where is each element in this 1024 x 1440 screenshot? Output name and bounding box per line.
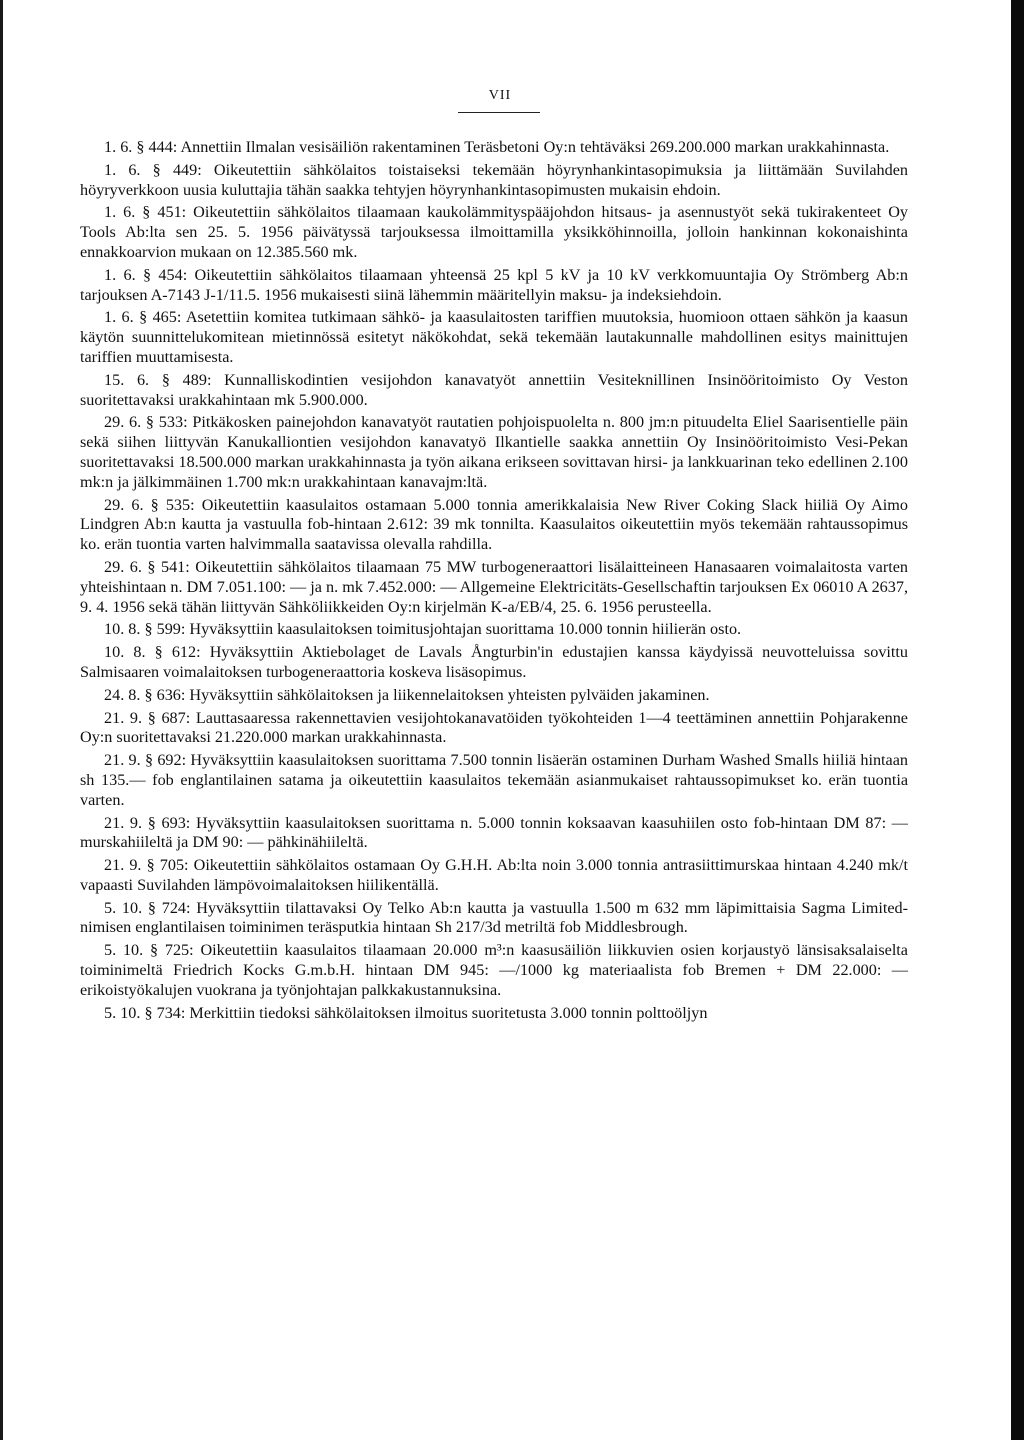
- entry-725: 5. 10. § 725: Oikeutettiin kaasulaitos tilaamaan 20.000 m³:n kaasusäiliön liikkuvien osien korjaustyö länsisaksalaiselta toiminimeltä Friedrich Kocks G.m.b.H. hintaan DM 945: —/1000 kg materiaalista fob Bremen + DM 22.000: — erikoistyökalujen vuokrana ja työnjohtajan palkkakustannuksina.: [80, 941, 908, 999]
- entry-734: 5. 10. § 734: Merkittiin tiedoksi sähkölaitoksen ilmoitus suoritetusta 3.000 tonnin polttoöljyn: [104, 1003, 708, 1022]
- entry-724: 5. 10. § 724: Hyväksyttiin tilattavaksi Oy Telko Ab:n kautta ja vastuulla 1.500 m 632 mm läpimittaisia Sagma Limited-nimisen englantilaisen toiminimen teräsputkia hintaan Sh 217/3d metriltä fob Middlesbrough.: [80, 898, 908, 937]
- entry-692: 21. 9. § 692: Hyväksyttiin kaasulaitoksen suorittama 7.500 tonnin lisäerän ostaminen Durham Washed Smalls hiiliä hintaan sh 135.— fob englantilainen satama ja oikeutettiin kaasulaitos tekemään asianmukaiset rahtaussopimukset ko. erän tuontia varten.: [80, 751, 908, 809]
- entry-489: 15. 6. § 489: Kunnalliskodintien vesijohdon kanavatyöt annettiin Vesiteknillinen Insinööritoimisto Oy Veston suoritettavaksi urakkahintaan mk 5.900.000.: [80, 370, 908, 409]
- scan-edge-left: [0, 0, 3, 1440]
- entry-451: 1. 6. § 451: Oikeutettiin sähkölaitos tilaamaan kaukolämmityspääjohdon hitsaus- ja asennustyöt sekä tukirakenteet Oy Tools Ab:lta sen 25. 5. 1956 päivätyssä tarjouksessa ilmoittamilla yksikköhinnoilla, jolloin hankinnan kokonaishinta ennakkoarvion mukaan on 12.385.560 mk.: [80, 203, 908, 261]
- entry-449: 1. 6. § 449: Oikeutettiin sähkölaitos toistaiseksi tekemään höyrynhankintasopimuksia ja liittämään Suvilahden höyryverkkoon uusia kuluttajia tähän saakka tehtyjen höyrynhankintasopimusten mukaisin ehdoin.: [80, 160, 908, 199]
- document-body: [80, 138, 908, 1026]
- entry-636: 24. 8. § 636: Hyväksyttiin sähkölaitoksen ja liikennelaitoksen yhteisten pylväiden jakaminen.: [104, 685, 710, 704]
- entry-693: 21. 9. § 693: Hyväksyttiin kaasulaitoksen suorittama n. 5.000 tonnin koksaavan kaasuhiilen osto fob-hintaan DM 87: — murskahiileltä ja DM 90: — pähkinähiileltä.: [80, 813, 908, 852]
- entry-687: 21. 9. § 687: Lauttasaaressa rakennettavien vesijohtokanavatöiden työkohteiden 1—4 teettäminen annettiin Pohjarakenne Oy:n suoritettavaksi 21.220.000 markan urakkahinnasta.: [80, 708, 908, 747]
- entry-465: 1. 6. § 465: Asetettiin komitea tutkimaan sähkö- ja kaasulaitosten tariffien muutoksia, huomioon ottaen sähkön ja kaasun käytön suunnittelukomitean mietinnössä esitetyt näkökohdat, sekä tekemään lautakunnalle mahdollinen esitys mainittujen tariffien muuttamisesta.: [80, 308, 908, 366]
- entry-541: 29. 6. § 541: Oikeutettiin sähkölaitos tilaamaan 75 MW turbogeneraattori lisälaitteineen Hanasaaren voimalaitosta varten yhteishintaan n. DM 7.051.100: — ja n. mk 7.452.000: — Allgemeine Elektricitäts-Gesellschaftin tarjouksen Ex 06010 A 2637, 9. 4. 1956 sekä tähän liittyvän Sähköliikkeiden Oy:n kirjelmän K-a/EB/4, 25. 6. 1956 perusteella.: [80, 557, 908, 616]
- entry-533: 29. 6. § 533: Pitkäkosken painejohdon kanavatyöt rautatien pohjoispuolelta n. 800 jm:n pituudelta Eliel Saarisentielle päin sekä siihen liittyvän Kanukalliontien vesijohdon kanavatyö Ilkantielle saakka annettiin Oy Insinööritoimisto Vesi-Pekan suoritettavaksi 18.500.000 markan urakkahinnasta ja työn aikana erikseen sovittavan hirsi- ja lankkuarinan teko edellinen 2.100 mk:n ja jälkimmäinen 1.700 mk:n urakkahintaan kanavajm:ltä.: [80, 413, 908, 491]
- page-number: VII: [488, 88, 512, 103]
- entry-535: 29. 6. § 535: Oikeutettiin kaasulaitos ostamaan 5.000 tonnia amerikkalaisia New River Coking Slack hiiliä Oy Aimo Lindgren Ab:n kautta ja vastuulla fob-hintaan 2.612: 39 mk tonnilta. Kaasulaitos oikeutettiin myös tekemään rahtaussopimus ko. erän tuontia varten halvimmalla saatavissa olevalla rahdilla.: [80, 495, 908, 554]
- entry-454: 1. 6. § 454: Oikeutettiin sähkölaitos tilaamaan yhteensä 25 kpl 5 kV ja 10 kV verkkomuuntajia Oy Strömberg Ab:n tarjouksen A-7143 J-1/11.5. 1956 mukaisesti siinä lähemmin määritellyin maksu- ja indeksiehdoin.: [80, 265, 908, 304]
- entry-599: 10. 8. § 599: Hyväksyttiin kaasulaitoksen toimitusjohtajan suorittama 10.000 tonnin hiilierän osto.: [104, 620, 742, 639]
- entry-444: 1. 6. § 444: Annettiin Ilmalan vesisäiliön rakentaminen Teräsbetoni Oy:n tehtäväksi 269.200.000 markan urakkahinnasta.: [104, 138, 890, 156]
- entry-612: 10. 8. § 612: Hyväksyttiin Aktiebolaget de Lavals Ångturbin'in edustajien kanssa käydyissä neuvotteluissa sovittu Salmisaaren voimalaitoksen turbogeneraattoria koskeva lisäsopimus.: [80, 643, 908, 681]
- header-rule: [458, 112, 540, 113]
- entry-705: 21. 9. § 705: Oikeutettiin sähkölaitos ostamaan Oy G.H.H. Ab:lta noin 3.000 tonnia antrasiittimurskaa hintaan 4.240 mk/t vapaasti Suvilahden lämpövoimalaitoksen hiilikentällä.: [80, 856, 908, 894]
- scan-edge-right: [1011, 0, 1024, 1440]
